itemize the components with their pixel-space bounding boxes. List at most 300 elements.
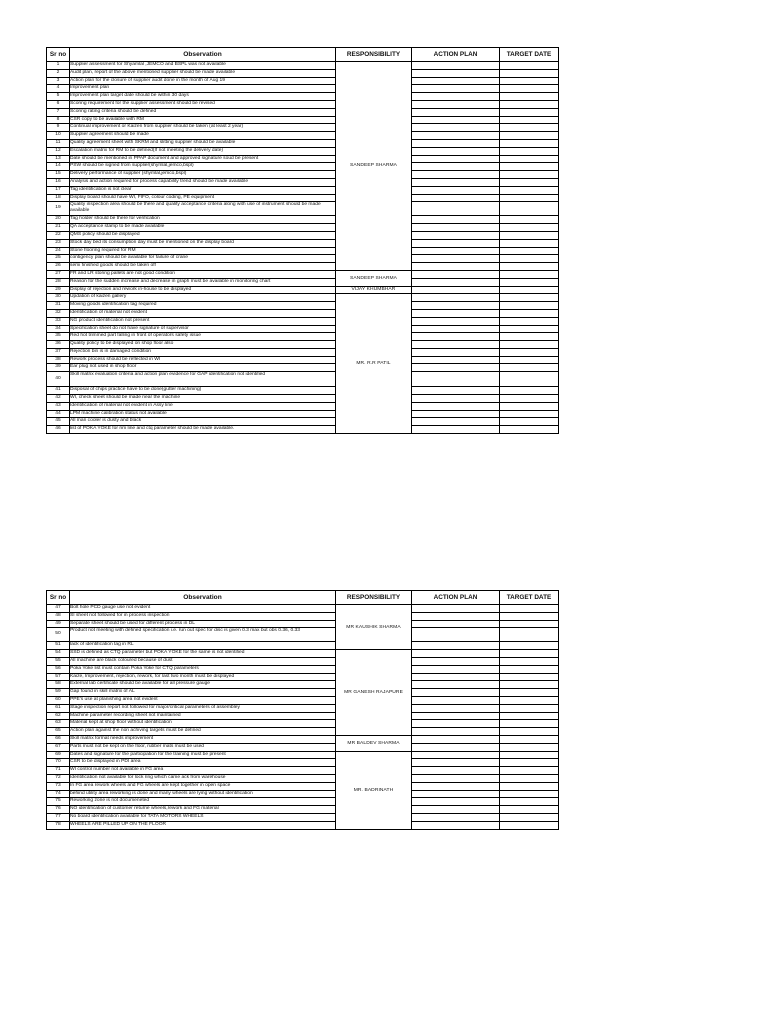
table-row <box>47 286 559 294</box>
table-row <box>47 278 559 286</box>
action-plan-cell[interactable] <box>412 605 500 613</box>
target-date-cell[interactable] <box>500 239 559 247</box>
action-plan-cell[interactable] <box>412 720 500 728</box>
target-date-cell[interactable] <box>500 77 559 85</box>
target-date-cell[interactable] <box>500 387 559 395</box>
target-date-cell[interactable] <box>500 372 559 387</box>
target-date-cell[interactable] <box>500 605 559 613</box>
sr-no-cell: 25 <box>47 255 70 263</box>
responsibility-cell: MR BALDEV SHARMA <box>336 735 412 751</box>
table-row <box>47 696 559 704</box>
action-plan-cell[interactable] <box>412 348 500 356</box>
action-plan-cell[interactable] <box>412 62 500 70</box>
observation-cell: Separate sheet should be used for different process in DL <box>70 620 336 628</box>
sr-no-cell: 46 <box>47 426 70 434</box>
table-row <box>47 650 559 658</box>
responsibility-cell: MR GANESH RAJAPURE <box>336 650 412 736</box>
observation-cell: NO identification of customer returne wheels,rework and FG material <box>70 806 336 814</box>
sr-no-cell: 59 <box>47 689 70 697</box>
target-date-cell[interactable] <box>500 263 559 271</box>
sr-no-cell: 7 <box>47 108 70 116</box>
observation-cell: Skill matrix evaluation criteria and action plan evidence for GAP identification not identified <box>70 372 336 387</box>
observation-cell: NG product identification not present <box>70 317 336 325</box>
target-date-cell[interactable] <box>500 743 559 751</box>
action-plan-cell[interactable] <box>412 186 500 194</box>
table-row <box>47 231 559 239</box>
action-plan-cell[interactable] <box>412 194 500 202</box>
target-date-cell[interactable] <box>500 426 559 434</box>
target-date-cell[interactable] <box>500 302 559 310</box>
sr-no-cell: 74 <box>47 790 70 798</box>
action-plan-cell[interactable] <box>412 171 500 179</box>
target-date-cell[interactable] <box>500 270 559 278</box>
observation-cell: Disposal of chips practice have to be done(gutter machining) <box>70 387 336 395</box>
sr-no-cell: 5 <box>47 93 70 101</box>
action-plan-cell[interactable] <box>412 704 500 712</box>
action-plan-cell[interactable] <box>412 100 500 108</box>
sr-no-cell: 19 <box>47 202 70 216</box>
target-date-cell[interactable] <box>500 247 559 255</box>
observation-cell: No board identification available for TATA MOTORS WHEELS <box>70 813 336 821</box>
action-plan-cell[interactable] <box>412 216 500 224</box>
action-plan-cell[interactable] <box>412 247 500 255</box>
observation-cell: SSD is defined as CTQ parameter but POKA YOKE for the same is not identified <box>70 650 336 658</box>
table-row <box>47 139 559 147</box>
target-date-cell[interactable] <box>500 294 559 302</box>
responsibility-cell: SANDEEP SHARMA <box>336 62 412 271</box>
action-plan-cell[interactable] <box>412 751 500 759</box>
action-plan-cell[interactable] <box>412 650 500 658</box>
action-plan-cell[interactable] <box>412 77 500 85</box>
sr-no-cell: 71 <box>47 767 70 775</box>
action-plan-cell[interactable] <box>412 341 500 349</box>
action-plan-cell[interactable] <box>412 364 500 372</box>
target-date-cell[interactable] <box>500 704 559 712</box>
target-date-cell[interactable] <box>500 85 559 93</box>
observation-cell: Moving goods identification tag required <box>70 302 336 310</box>
observation-cell: CSR to be displayed in PDI area <box>70 759 336 767</box>
target-date-cell[interactable] <box>500 813 559 821</box>
sr-no-cell: 78 <box>47 821 70 829</box>
action-plan-cell[interactable] <box>412 735 500 743</box>
action-plan-cell[interactable] <box>412 356 500 364</box>
responsibility-cell: MR KAUSHIK SHARMA <box>336 605 412 650</box>
target-date-cell[interactable] <box>500 767 559 775</box>
observation-cell: CSR copy to be available with RM <box>70 116 336 124</box>
target-date-cell[interactable] <box>500 696 559 704</box>
observation-cell: lack of identification tag in RL <box>70 642 336 650</box>
sr-no-cell: 55 <box>47 657 70 665</box>
observation-cell: All man cooler is dusty and black <box>70 418 336 426</box>
sr-no-cell: 39 <box>47 364 70 372</box>
observation-cell: PSW should be signed from supplier(shymlal,jemco,bspl) <box>70 163 336 171</box>
action-plan-cell[interactable] <box>412 132 500 140</box>
action-plan-cell[interactable] <box>412 294 500 302</box>
table-row <box>47 202 559 216</box>
table-row <box>47 194 559 202</box>
sr-no-cell: 72 <box>47 774 70 782</box>
target-date-cell[interactable] <box>500 720 559 728</box>
target-date-cell[interactable] <box>500 657 559 665</box>
observation-cell: Scoring requirement for the supplier assessment should be revised <box>70 100 336 108</box>
target-date-cell[interactable] <box>500 689 559 697</box>
observation-cell: Product not meeting with defined specification i.e. run out spec for disc is given 0.3 max but obs 0.36, 0.33 <box>70 628 336 642</box>
observation-cell: Quality policy to be displayed on shop floor also <box>70 341 336 349</box>
table-row <box>47 216 559 224</box>
observation-cell: Gap found in skill matrix of AL <box>70 689 336 697</box>
action-plan-cell[interactable] <box>412 418 500 426</box>
table-row <box>47 147 559 155</box>
table-row <box>47 620 559 628</box>
table-row <box>47 186 559 194</box>
table-row <box>47 100 559 108</box>
table-row <box>47 720 559 728</box>
responsibility-cell: MR. BADRINATH <box>336 751 412 829</box>
observation-cell: Ear plug not used in shop floor <box>70 364 336 372</box>
table-row <box>47 642 559 650</box>
target-date-cell[interactable] <box>500 62 559 70</box>
table-row <box>47 751 559 759</box>
action-plan-cell[interactable] <box>412 628 500 642</box>
observation-cell: Stock day bed its consumption day must be mentioned on the display board <box>70 239 336 247</box>
action-plan-cell[interactable] <box>412 108 500 116</box>
target-date-cell[interactable] <box>500 325 559 333</box>
observation-cell: Tag identification is not clear <box>70 186 336 194</box>
sr-no-cell: 66 <box>47 735 70 743</box>
action-plan-cell[interactable] <box>412 286 500 294</box>
table-row <box>47 178 559 186</box>
observation-cell: Material kept at shop floor without identification <box>70 720 336 728</box>
table-row <box>47 821 559 829</box>
responsibility-cell: MR. R.R PATIL <box>336 294 412 434</box>
target-date-cell[interactable] <box>500 108 559 116</box>
target-date-cell[interactable] <box>500 628 559 642</box>
action-plan-cell[interactable] <box>412 278 500 286</box>
action-plan-cell[interactable] <box>412 759 500 767</box>
target-date-cell[interactable] <box>500 821 559 829</box>
target-date-cell[interactable] <box>500 202 559 216</box>
sr-no-cell: 41 <box>47 387 70 395</box>
table-row <box>47 605 559 613</box>
action-plan-cell[interactable] <box>412 673 500 681</box>
sr-no-cell: 47 <box>47 605 70 613</box>
target-date-cell[interactable] <box>500 418 559 426</box>
action-plan-cell[interactable] <box>412 224 500 232</box>
target-date-cell[interactable] <box>500 806 559 814</box>
sr-no-cell: 17 <box>47 186 70 194</box>
header-target-date: TARGET DATE <box>500 48 559 62</box>
action-plan-cell[interactable] <box>412 821 500 829</box>
target-date-cell[interactable] <box>500 348 559 356</box>
action-plan-cell[interactable] <box>412 774 500 782</box>
table-row <box>47 224 559 232</box>
action-plan-cell[interactable] <box>412 202 500 216</box>
table-row <box>47 132 559 140</box>
sr-no-cell: 51 <box>47 642 70 650</box>
table-row <box>47 782 559 790</box>
table-row <box>47 798 559 806</box>
action-plan-cell[interactable] <box>412 798 500 806</box>
action-plan-cell[interactable] <box>412 387 500 395</box>
target-date-cell[interactable] <box>500 93 559 101</box>
target-date-cell[interactable] <box>500 759 559 767</box>
action-plan-cell[interactable] <box>412 147 500 155</box>
action-plan-cell[interactable] <box>412 309 500 317</box>
target-date-cell[interactable] <box>500 790 559 798</box>
action-plan-cell[interactable] <box>412 743 500 751</box>
table-row <box>47 410 559 418</box>
observation-cell: Date should be mentioned in PPAP document and approved signature soud be present <box>70 155 336 163</box>
target-date-cell[interactable] <box>500 364 559 372</box>
action-plan-cell[interactable] <box>412 402 500 410</box>
observation-cell: Improvement plan target date should be within 30 days <box>70 93 336 101</box>
sr-no-cell: 23 <box>47 239 70 247</box>
sr-no-cell: 38 <box>47 356 70 364</box>
observation-table-2 <box>46 590 559 830</box>
action-plan-cell[interactable] <box>412 681 500 689</box>
action-plan-cell[interactable] <box>412 642 500 650</box>
table-row <box>47 116 559 124</box>
header-action-plan: ACTION PLAN <box>412 591 500 605</box>
sr-no-cell: 70 <box>47 759 70 767</box>
table-row <box>47 372 559 387</box>
target-date-cell[interactable] <box>500 673 559 681</box>
sr-no-cell: 4 <box>47 85 70 93</box>
table-row <box>47 302 559 310</box>
action-plan-cell[interactable] <box>412 93 500 101</box>
sr-no-cell: 35 <box>47 333 70 341</box>
observation-cell: External lab certificate should be available for all pressure gauge <box>70 681 336 689</box>
table-row <box>47 270 559 278</box>
target-date-cell[interactable] <box>500 194 559 202</box>
target-date-cell[interactable] <box>500 782 559 790</box>
action-plan-cell[interactable] <box>412 85 500 93</box>
action-plan-cell[interactable] <box>412 712 500 720</box>
target-date-cell[interactable] <box>500 69 559 77</box>
action-plan-cell[interactable] <box>412 263 500 271</box>
table-1-body <box>47 62 559 434</box>
observation-cell: Red hot trimmed part falling in front of operators safety issue <box>70 333 336 341</box>
target-date-cell[interactable] <box>500 178 559 186</box>
action-plan-cell[interactable] <box>412 139 500 147</box>
action-plan-cell[interactable] <box>412 395 500 403</box>
target-date-cell[interactable] <box>500 665 559 673</box>
sr-no-cell: 2 <box>47 69 70 77</box>
target-date-cell[interactable] <box>500 681 559 689</box>
table-row <box>47 426 559 434</box>
table-row <box>47 735 559 743</box>
sr-no-cell: 48 <box>47 612 70 620</box>
table-row <box>47 356 559 364</box>
observation-cell: QA acceptance stamp to be made available <box>70 224 336 232</box>
target-date-cell[interactable] <box>500 798 559 806</box>
observation-cell: Specification sheet do not have signature of supervisor <box>70 325 336 333</box>
target-date-cell[interactable] <box>500 402 559 410</box>
action-plan-cell[interactable] <box>412 782 500 790</box>
target-date-cell[interactable] <box>500 309 559 317</box>
sr-no-cell: 45 <box>47 418 70 426</box>
header-observation: Observation <box>70 48 336 62</box>
sr-no-cell: 60 <box>47 696 70 704</box>
target-date-cell[interactable] <box>500 224 559 232</box>
action-plan-cell[interactable] <box>412 270 500 278</box>
sr-no-cell: 1 <box>47 62 70 70</box>
action-plan-cell[interactable] <box>412 178 500 186</box>
sr-no-cell: 34 <box>47 325 70 333</box>
observation-cell: Machine parameter recording sheet not maintained <box>70 712 336 720</box>
target-date-cell[interactable] <box>500 278 559 286</box>
sr-no-cell: 3 <box>47 77 70 85</box>
action-plan-cell[interactable] <box>412 689 500 697</box>
sr-no-cell: 21 <box>47 224 70 232</box>
target-date-cell[interactable] <box>500 774 559 782</box>
table-row <box>47 62 559 70</box>
target-date-cell[interactable] <box>500 751 559 759</box>
target-date-cell[interactable] <box>500 341 559 349</box>
table-row <box>47 712 559 720</box>
table-row <box>47 93 559 101</box>
target-date-cell[interactable] <box>500 333 559 341</box>
observation-cell: WI, check sheet should be made near the machine <box>70 395 336 403</box>
action-plan-cell[interactable] <box>412 696 500 704</box>
observation-cell: Display of rejection and rework in-house to be displayed <box>70 286 336 294</box>
target-date-cell[interactable] <box>500 155 559 163</box>
table-row <box>47 263 559 271</box>
action-plan-cell[interactable] <box>412 155 500 163</box>
sr-no-cell: 75 <box>47 798 70 806</box>
action-plan-cell[interactable] <box>412 657 500 665</box>
target-date-cell[interactable] <box>500 410 559 418</box>
action-plan-cell[interactable] <box>412 325 500 333</box>
action-plan-cell[interactable] <box>412 790 500 798</box>
observation-cell: QMS policy should be displayed <box>70 231 336 239</box>
table-row <box>47 743 559 751</box>
action-plan-cell[interactable] <box>412 302 500 310</box>
sr-no-cell: 9 <box>47 124 70 132</box>
action-plan-cell[interactable] <box>412 767 500 775</box>
target-date-cell[interactable] <box>500 171 559 179</box>
observation-table-1 <box>46 47 559 434</box>
target-date-cell[interactable] <box>500 356 559 364</box>
observation-cell: Display board should have WI, FIFO, colour coding, PE equipment <box>70 194 336 202</box>
action-plan-cell[interactable] <box>412 410 500 418</box>
action-plan-cell[interactable] <box>412 372 500 387</box>
target-date-cell[interactable] <box>500 163 559 171</box>
responsibility-cell: SANDEEP SHARMA <box>336 270 412 286</box>
target-date-cell[interactable] <box>500 139 559 147</box>
observation-cell: Continual improvement or Kaizen from supplier should be taken (at least 2 year) <box>70 124 336 132</box>
action-plan-cell[interactable] <box>412 231 500 239</box>
table-row <box>47 806 559 814</box>
observation-cell: Audit plan, report of the above mentioned supplier should be made available <box>70 69 336 77</box>
sr-no-cell: 56 <box>47 665 70 673</box>
table-row <box>47 387 559 395</box>
target-date-cell[interactable] <box>500 100 559 108</box>
observation-cell: Bolt hole PCD gauge use not evident <box>70 605 336 613</box>
target-date-cell[interactable] <box>500 712 559 720</box>
table-row <box>47 317 559 325</box>
action-plan-cell[interactable] <box>412 124 500 132</box>
action-plan-cell[interactable] <box>412 163 500 171</box>
action-plan-cell[interactable] <box>412 333 500 341</box>
action-plan-cell[interactable] <box>412 620 500 628</box>
observation-cell: Delivery performance of supplier (shymlal,jemco,bspl) <box>70 171 336 179</box>
table-row <box>47 124 559 132</box>
target-date-cell[interactable] <box>500 395 559 403</box>
target-date-cell[interactable] <box>500 186 559 194</box>
action-plan-cell[interactable] <box>412 806 500 814</box>
target-date-cell[interactable] <box>500 124 559 132</box>
target-date-cell[interactable] <box>500 116 559 124</box>
table-row <box>47 628 559 642</box>
table-row <box>47 171 559 179</box>
sr-no-cell: 22 <box>47 231 70 239</box>
table-row <box>47 395 559 403</box>
target-date-cell[interactable] <box>500 317 559 325</box>
header-target-date: TARGET DATE <box>500 591 559 605</box>
observation-cell: Skill matrix format needs improvement <box>70 735 336 743</box>
target-date-cell[interactable] <box>500 147 559 155</box>
observation-cell: Escalation matrix for RM to be defined(If not meeting the delivery date) <box>70 147 336 155</box>
action-plan-cell[interactable] <box>412 69 500 77</box>
target-date-cell[interactable] <box>500 650 559 658</box>
table-row <box>47 247 559 255</box>
target-date-cell[interactable] <box>500 132 559 140</box>
action-plan-cell[interactable] <box>412 665 500 673</box>
sr-no-cell: 28 <box>47 278 70 286</box>
sr-no-cell: 73 <box>47 782 70 790</box>
action-plan-cell[interactable] <box>412 728 500 736</box>
target-date-cell[interactable] <box>500 231 559 239</box>
action-plan-cell[interactable] <box>412 612 500 620</box>
header-observation: Observation <box>70 591 336 605</box>
action-plan-cell[interactable] <box>412 317 500 325</box>
target-date-cell[interactable] <box>500 620 559 628</box>
action-plan-cell[interactable] <box>412 255 500 263</box>
table-row <box>47 681 559 689</box>
target-date-cell[interactable] <box>500 286 559 294</box>
table-row <box>47 77 559 85</box>
header-responsibility: RESPONSIBILITY <box>336 591 412 605</box>
action-plan-cell[interactable] <box>412 239 500 247</box>
sr-no-cell: 26 <box>47 263 70 271</box>
action-plan-cell[interactable] <box>412 116 500 124</box>
observation-cell: WHEELS ARE PILLED UP ON THE FLOOR <box>70 821 336 829</box>
header-sr-no: Sr no <box>47 48 70 62</box>
observation-cell: Stone flooring required for RM <box>70 247 336 255</box>
observation-cell: behind utility area reworking is done and many wheels are lying without identification <box>70 790 336 798</box>
sr-no-cell: 61 <box>47 704 70 712</box>
target-date-cell[interactable] <box>500 642 559 650</box>
observation-cell: Tag holder should be there for verification <box>70 216 336 224</box>
target-date-cell[interactable] <box>500 255 559 263</box>
target-date-cell[interactable] <box>500 728 559 736</box>
observation-cell: contigency plan should be available for failure of crane <box>70 255 336 263</box>
action-plan-cell[interactable] <box>412 813 500 821</box>
action-plan-cell[interactable] <box>412 426 500 434</box>
target-date-cell[interactable] <box>500 735 559 743</box>
observation-cell: semi finished goods should be taken off <box>70 263 336 271</box>
sr-no-cell: 67 <box>47 743 70 751</box>
table-row <box>47 657 559 665</box>
target-date-cell[interactable] <box>500 216 559 224</box>
table-row <box>47 239 559 247</box>
observation-cell: Analysis and action required for process capability trend should be made available <box>70 178 336 186</box>
table-row <box>47 689 559 697</box>
table-2-body <box>47 605 559 830</box>
target-date-cell[interactable] <box>500 612 559 620</box>
observation-cell: SI sheet not followed for in process inspection <box>70 612 336 620</box>
